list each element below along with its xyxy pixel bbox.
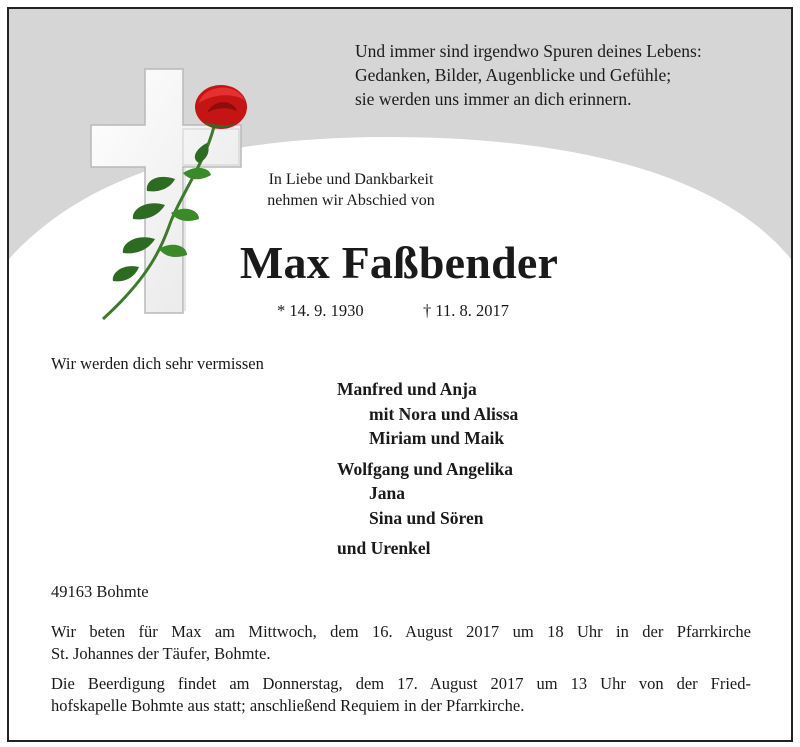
poem-line: sie werden uns immer an dich erinnern.	[355, 89, 632, 109]
missing-text: Wir werden dich sehr vermissen	[51, 354, 264, 373]
poem-line: Und immer sind irgendwo Spuren deines Lebens:	[355, 41, 702, 61]
funeral-line: hofskapelle Bohmte aus statt; anschließend Requiem in der Pfarrkirche.	[51, 695, 525, 715]
intro-text	[189, 169, 513, 211]
family-member: mit Nora und Alissa	[369, 403, 519, 424]
funeral-line: Die Beerdigung findet am Donnerstag, dem 17. August 2017 um 13 Uhr von der Fried-	[51, 674, 751, 693]
deceased-name: Max Faßbender	[239, 237, 559, 288]
intro-line: In Liebe und Dankbarkeit	[268, 171, 434, 188]
family-head: Wolfgang und Angelika	[337, 458, 514, 479]
prayer-line: St. Johannes der Täufer, Bohmte.	[51, 643, 271, 663]
location: 49163 Bohmte	[51, 582, 149, 601]
death-date: † 11. 8. 2017	[423, 301, 510, 320]
obituary-frame	[7, 7, 793, 742]
family-member: Jana	[369, 483, 405, 503]
prayer-line: Wir beten für Max am Mittwoch, dem 16. August 2017 um 18 Uhr in der Pfarrkirche	[51, 622, 751, 641]
family-member: Miriam und Maik	[369, 428, 505, 448]
prayer-notice	[51, 621, 751, 664]
poem	[355, 39, 702, 111]
family-list	[337, 377, 518, 561]
funeral-notice	[51, 673, 751, 716]
intro-line: nehmen wir Abschied von	[267, 192, 435, 209]
poem-line: Gedanken, Bilder, Augenblicke und Gefühle;	[355, 65, 672, 85]
family-head: Manfred und Anja	[337, 379, 477, 399]
family-member: Sina und Sören	[369, 507, 484, 528]
family-closing: und Urenkel	[337, 538, 431, 558]
birth-date: * 14. 9. 1930	[277, 301, 364, 320]
